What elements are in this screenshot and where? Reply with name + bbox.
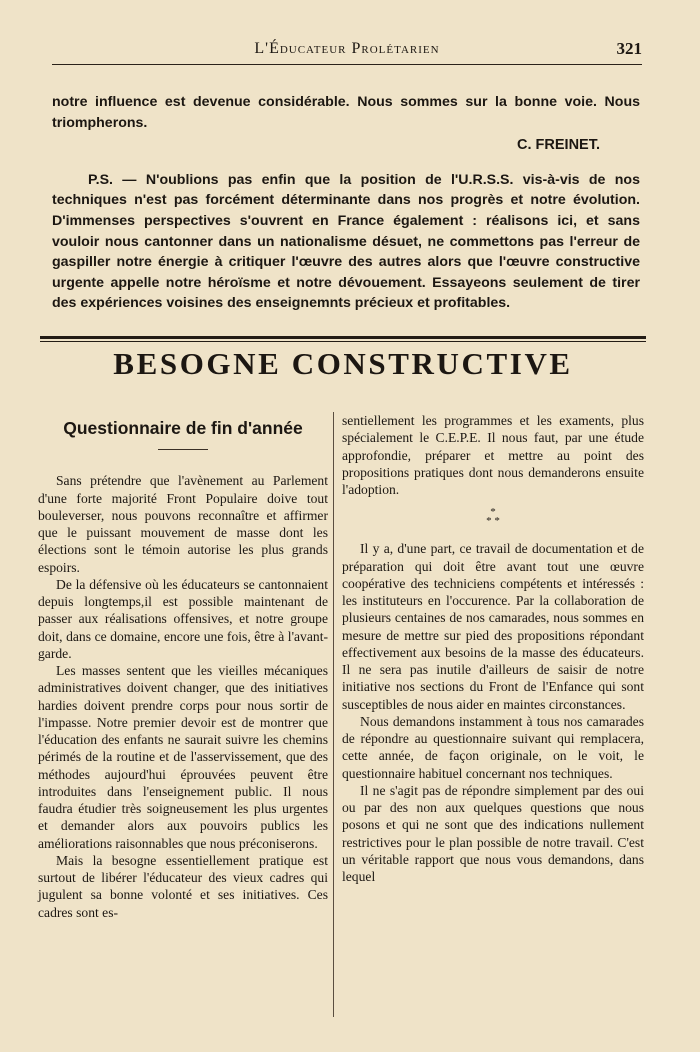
signature: C. FREINET. xyxy=(517,137,600,154)
right-column xyxy=(342,412,644,885)
column-divider xyxy=(333,412,334,1017)
section-title: BESOGNE CONSTRUCTIVE xyxy=(113,346,573,381)
heading-rule xyxy=(158,449,208,450)
section-rule-thick xyxy=(40,336,646,339)
right-paragraph-1: Il y a, d'une part, ce travail de documentation et de préparation qui doit être avant tout une œuvre coopérative des techniciens compétents et intéressés : les instituteurs en l'occurence. Par la collaboration de plusieurs centaines de nos camarades, nous sommes en mesure de mettre sur pied des propositions répondant effectivement aux besoins de la masse des éducateurs. Il ne sera pas inutile d'ailleurs de saisir de notre initiative nos sections du Front de l'Enfance qui sont susceptibles de nous aider en maintes circonstances. xyxy=(342,541,644,712)
left-paragraph-1: Sans prétendre que l'avènement au Parlement d'une forte majorité Front Populaire doive tout bouleverser, nous pouvons reconnaître et affirmer que le puissant mouvement de masse dont les élections sont le témoin autorise les plus grands espoirs. xyxy=(38,473,328,575)
closing-paragraph: notre influence est devenue considérable. Nous sommes sur la bonne voie. Nous triompherons. xyxy=(52,94,640,131)
asterism-top: * xyxy=(490,506,496,519)
asterism-bottom: * * xyxy=(486,515,500,528)
running-title: L'Éducateur Prolétarien xyxy=(254,40,440,57)
left-paragraph-2: De la défensive où les éducateurs se cantonnaient depuis longtemps,il est possible maintenant de passer aux réalisations offensives, et notre groupe doit, dans ce domaine, encore une fois, être à l'avant-garde. xyxy=(38,576,328,661)
right-paragraph-3: Il ne s'agit pas de répondre simplement par des oui ou par des non aux quelques questions que nous posons et qui ne sont que des indications nullement restrictives pour le plan possible de notre travail. C'est un véritable rapport que nous vous demandons, dans lequel xyxy=(342,782,644,884)
section-rule-thin xyxy=(40,341,646,342)
running-head xyxy=(52,36,642,65)
left-column xyxy=(38,412,328,921)
right-continuation: sentiellement les programmes et les examents, plus spécialement le C.E.P.E. Il nous faut, par une étude approfondie, préparer et mettre au point des propositions pratiques dont nous demanderons ensuite l'adoption. xyxy=(342,413,644,497)
left-paragraph-4: Mais la besogne essentiellement pratique est surtout de libérer l'éducateur des vieux cadres qui jugulent sa bonne volonté et ses initiatives. Ces cadres sont es- xyxy=(38,852,328,920)
intro-block xyxy=(52,92,640,314)
left-paragraph-3: Les masses sentent que les vieilles mécaniques administratives doivent changer, que des initiatives hardies doivent prendre corps pour nous sortir de l'impasse. Notre premier devoir est de montrer que l'éducation des enfants ne saurait suivre les chemins périmés de la routine et de l'asservissement, que des méthodes aujourd'hui éprouvées peuvent être introduites dans l'enseignement public. Il nous faudra étudier très soigneusement les plus urgentes et demander alors aux pouvoirs publics les améliorations raisonnables que nous préconiserons. xyxy=(38,663,328,851)
article-heading: Questionnaire de fin d'année xyxy=(63,418,303,438)
asterism xyxy=(342,508,644,526)
right-paragraph-2: Nous demandons instamment à tous nos camarades de répondre au questionnaire suivant qui remplacera, cette année, de façon originale, on le voit, le questionnaire habituel concernant nos techniques. xyxy=(342,713,644,781)
page-number: 321 xyxy=(616,39,642,58)
postscript-paragraph: P.S. — N'oublions pas enfin que la position de l'U.R.S.S. vis-à-vis de nos techniques n'est pas forcément déterminante dans nos progrès et notre évolution. D'immenses perspectives s'ouvrent en France également : réalisons ici, et sans vouloir nous cantonner dans un nationalisme désuet, ne commettons pas l'erreur de gaspiller notre énergie à critiquer l'œuvre des autres alors que l'œuvre constructive urgente appelle notre héroïsme et notre dévouement. Essayeons seulement de tirer des expériences voisines des enseignemnts précieux et profitables. xyxy=(52,171,640,312)
